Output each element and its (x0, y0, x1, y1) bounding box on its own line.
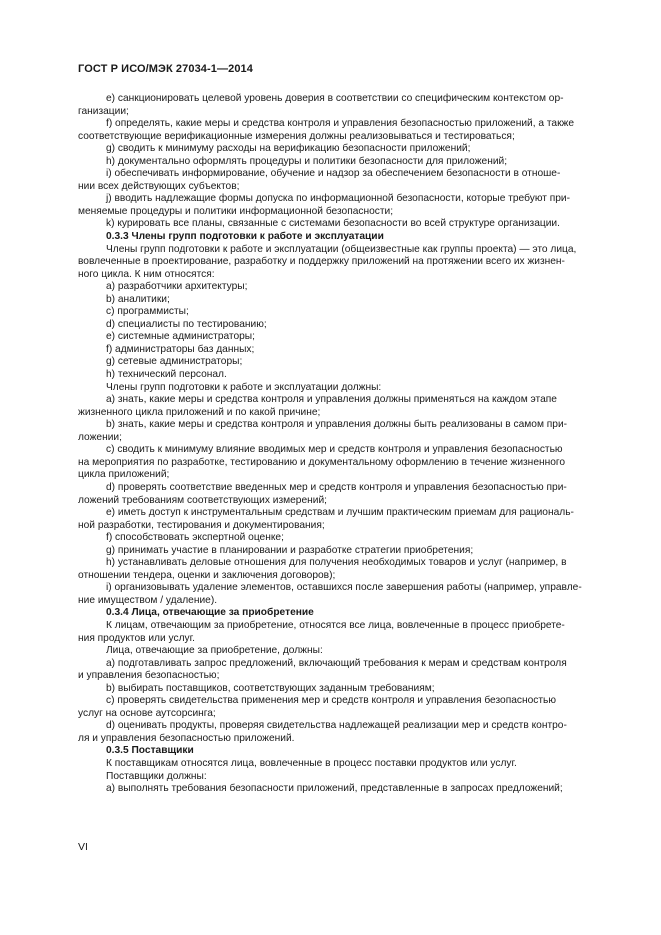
text-line: ля и управления безопасностью приложений. (78, 732, 295, 744)
text-line: a) выполнять требования безопасности приложений, представленные в запросах предложений; (106, 783, 563, 795)
text-line: h) документально оформлять процедуры и политики безопасности для приложений; (106, 155, 508, 167)
text-line: g) принимать участие в планировании и разработке стратегии приобретения; (106, 544, 474, 556)
text-line: ние имуществом / удаление). (78, 594, 218, 606)
text-line: f) определять, какие меры и средства контроля и управления безопасностью приложений, а также (106, 118, 575, 130)
text-line: f) способствовать экспертной оценке; (106, 532, 284, 544)
text-line: d) проверять соответствие введенных мер и средств контроля и управления безопасностью при- (106, 481, 567, 493)
text-line: соответствующие верификационные измерения должны реализовываться и тестироваться; (78, 130, 515, 142)
text-line: g) сетевые администраторы; (106, 356, 243, 368)
page-number: VI (78, 841, 88, 853)
text-line: вовлеченные в проектирование, разработку и поддержку приложений на протяжении всего их жизнен- (78, 256, 565, 268)
text-line: нии всех действующих субъектов; (78, 180, 240, 192)
text-line: k) курировать все планы, связанные с системами безопасности во всей структуре организации. (106, 218, 560, 230)
text-line: ния продуктов или услуг. (78, 632, 195, 644)
text-line: e) санкционировать целевой уровень доверия в соответствии со специфическим контекстом ор- (106, 93, 564, 104)
text-line: f) администраторы баз данных; (106, 343, 255, 355)
text-line: b) выбирать поставщиков, соответствующих заданным требованиям; (106, 682, 435, 694)
text-line: j) вводить надлежащие формы допуска по информационной безопасности, которые требуют при- (106, 193, 570, 205)
text-line: К поставщикам относятся лица, вовлеченные в процесс поставки продуктов или услуг. (106, 757, 517, 769)
text-line: К лицам, отвечающим за приобретение, относятся все лица, вовлеченные в процесс приобрете- (106, 619, 565, 631)
text-line: отношении тендера, оценки и заключения договоров); (78, 569, 336, 581)
text-line: ложении; (78, 431, 122, 443)
text-line: h) технический персонал. (106, 369, 227, 381)
text-line: цикла приложений; (78, 469, 170, 481)
text-line: d) оценивать продукты, проверяя свидетельства надлежащей реализации мер и средств контро- (106, 720, 567, 732)
text-line: и управления безопасностью; (78, 670, 220, 682)
text-line: a) подготавливать запрос предложений, включающий требования к мерам и средствам контроля (106, 657, 567, 669)
text-line: на мероприятия по разработке, тестированию и документальному оформлению в течение жизненного (78, 456, 566, 468)
text-line: h) устанавливать деловые отношения для получения необходимых товаров и услуг (например, в (106, 557, 567, 569)
text-line: a) разработчики архитектуры; (106, 281, 248, 293)
text-line: Лица, отвечающие за приобретение, должны: (106, 645, 323, 657)
text-line: d) специалисты по тестированию; (106, 318, 267, 330)
section-heading: 0.3.5 Поставщики (106, 745, 194, 757)
section-heading: 0.3.3 Члены групп подготовки к работе и эксплуатации (106, 231, 384, 243)
text-line: ложений требованиям соответствующих измерений; (78, 494, 327, 506)
text-line: жизненного цикла приложений и по какой причине; (78, 406, 321, 418)
text-line: b) знать, какие меры и средства контроля и управления должны быть реализованы в самом при- (106, 419, 568, 431)
text-line: Поставщики должны: (106, 770, 207, 782)
text-line: услуг на основе аутсорсинга; (78, 707, 216, 719)
text-line: b) аналитики; (106, 293, 170, 305)
text-line: i) обеспечивать информирование, обучение и надзор за обеспечением безопасности в отноше- (106, 168, 561, 180)
text-line: c) программисты; (106, 306, 189, 318)
page-content (78, 93, 618, 796)
text-line: ной разработки, тестирования и документирования; (78, 519, 325, 531)
text-line: e) системные администраторы; (106, 331, 255, 343)
text-line: e) иметь доступ к инструментальным средствам и лучшим практическим приемам для рациональ- (106, 507, 574, 519)
text-line: a) знать, какие меры и средства контроля и управления должны применяться на каждом этапе (106, 394, 557, 406)
text-line: c) проверять свидетельства применения мер и средств контроля и управления безопасностью (106, 695, 556, 707)
text-line: i) организовывать удаление элементов, оставшихся после завершения работы (например, управле- (106, 582, 582, 594)
text-line: ного цикла. К ним относятся: (78, 268, 215, 280)
text-line: c) сводить к минимуму влияние вводимых мер и средств контроля и управления безопасностью (106, 444, 563, 456)
text-line: g) сводить к минимуму расходы на верификацию безопасности приложений; (106, 143, 471, 155)
document-header: ГОСТ Р ИСО/МЭК 27034-1—2014 (78, 63, 253, 75)
text-line: Члены групп подготовки к работе и эксплуатации должны: (106, 381, 382, 393)
text-line: ганизации; (78, 105, 129, 117)
text-line: меняемые процедуры и политики информационной безопасности; (78, 205, 394, 217)
text-line: Члены групп подготовки к работе и эксплуатации (общеизвестные как группы проекта) — это лица, (106, 243, 577, 255)
section-heading: 0.3.4 Лица, отвечающие за приобретение (106, 607, 314, 619)
